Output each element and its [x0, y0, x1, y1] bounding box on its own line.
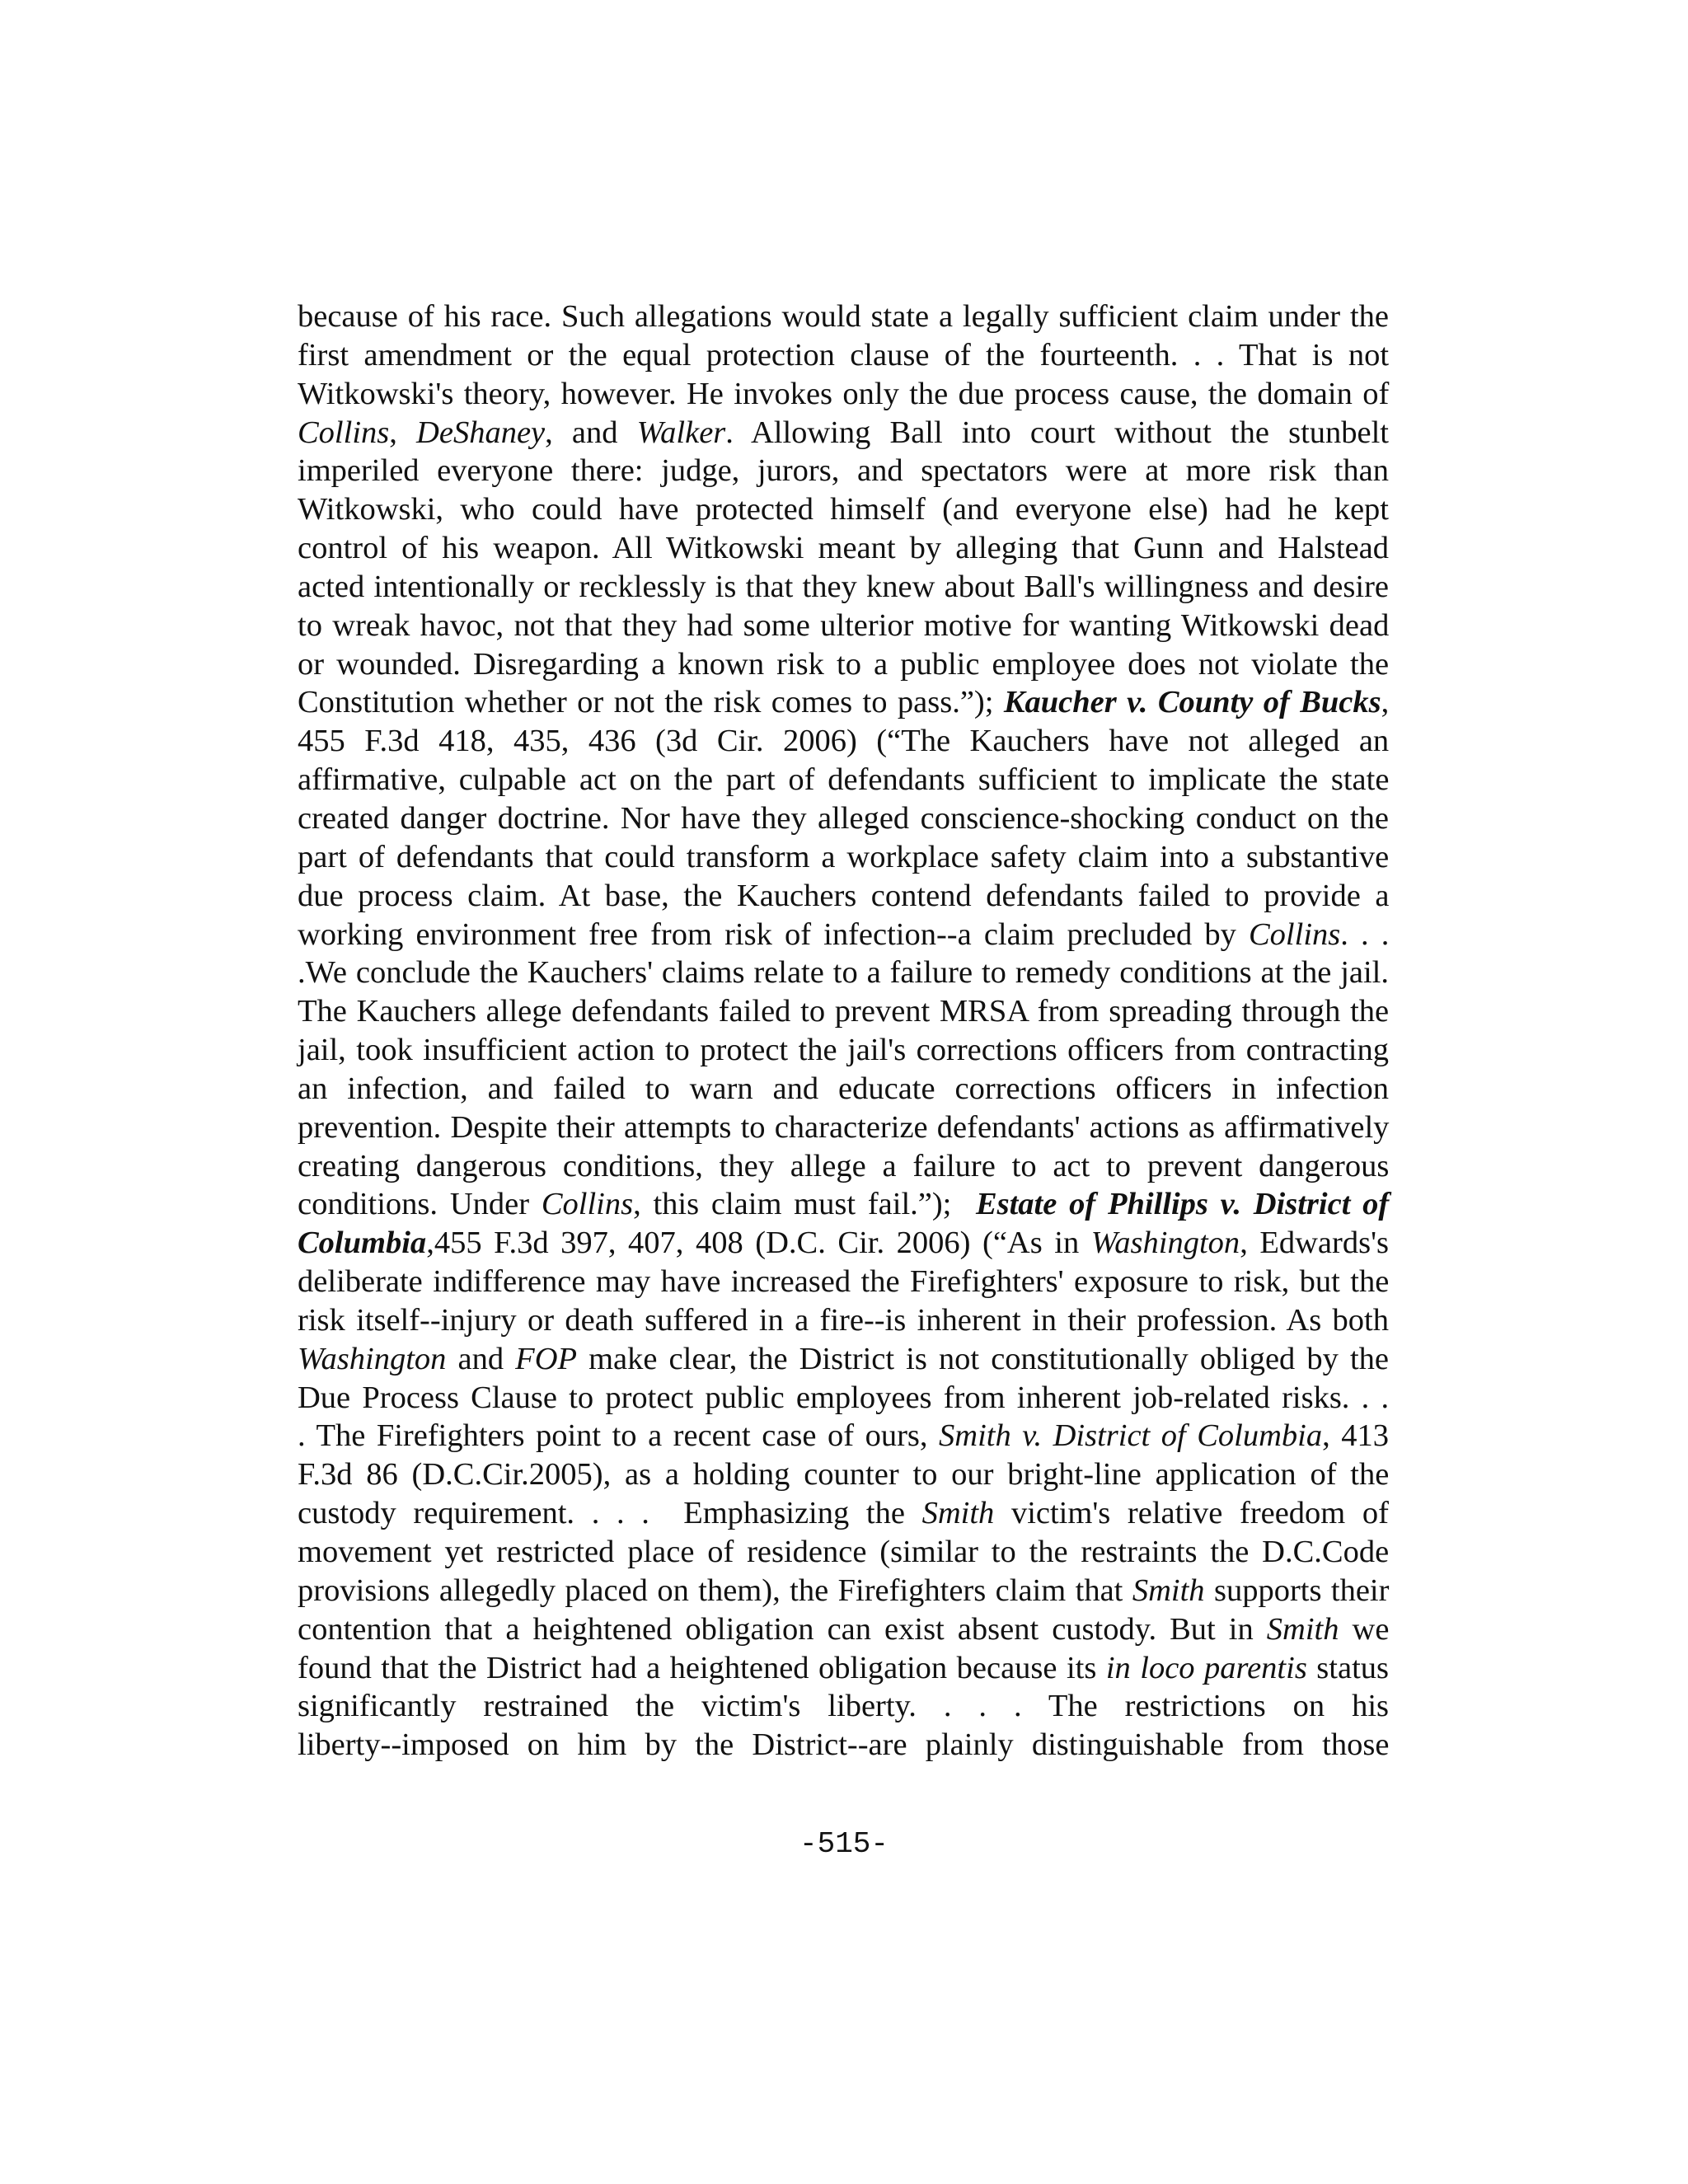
text-run: significantly restrained the victim's liberty. . . . The restrictions on his: [298, 1689, 1389, 1724]
text-run: ,455 F.3d 397, 407, 408 (D.C. Cir. 2006) (“As in: [426, 1226, 1091, 1261]
text-line: [298, 1572, 1389, 1610]
text-line: [298, 1108, 1389, 1147]
text-run: acted intentionally or recklessly is that they knew about Ball's willingness and desire: [298, 569, 1389, 604]
text-run: liberty--imposed on him by the District--are plainly distinguishable from those: [298, 1727, 1390, 1763]
text-line: [298, 1263, 1389, 1301]
text-run: .We conclude the Kauchers' claims relate to a failure to remedy conditions at the jail.: [298, 955, 1389, 991]
text-line: [298, 992, 1389, 1031]
text-line: [298, 1340, 1389, 1379]
italic-run: Smith: [1266, 1611, 1339, 1647]
text-line: [298, 529, 1389, 568]
text-line: [298, 568, 1389, 607]
page-number: -515-: [799, 1827, 889, 1861]
text-run: affirmative, culpable act on the part of defendants sufficient to implicate the state: [298, 762, 1390, 798]
text-line: [298, 799, 1389, 838]
italic-run: in loco parentis: [1105, 1650, 1307, 1685]
text-run: The Kauchers allege defendants failed to prevent MRSA from spreading through the: [298, 994, 1390, 1029]
text-line: [298, 1649, 1389, 1688]
text-line: [298, 1533, 1389, 1572]
text-run: created danger doctrine. Nor have they alleged conscience-shocking conduct on the: [298, 800, 1389, 836]
text-run: ,: [1381, 685, 1390, 720]
text-line: [298, 1031, 1389, 1070]
text-line: [298, 1379, 1389, 1418]
text-run: first amendment or the equal protection clause of the fourteenth. . . That is not: [298, 337, 1390, 373]
italic-run: Smith v. District of Columbia: [939, 1418, 1323, 1454]
text-run: deliberate indifference may have increased the Firefighters' exposure to risk, but the: [298, 1264, 1390, 1300]
text-line: [298, 1185, 1389, 1224]
text-run: part of defendants that could transform a workplace safety claim into a substantive: [298, 839, 1390, 874]
text-line: [298, 1301, 1389, 1340]
italic-run: Collins: [541, 1187, 634, 1222]
text-run: or wounded. Disregarding a known risk to a public employee does not violate the: [298, 646, 1390, 682]
text-run: risk itself--injury or death suffered in a fire--is inherent in their profession. As both: [298, 1302, 1389, 1338]
text-run: , Edwards's: [1240, 1226, 1389, 1261]
text-line: [298, 1070, 1389, 1108]
text-line: [298, 490, 1389, 529]
text-run: . . .: [1340, 916, 1390, 952]
text-line: [298, 1147, 1389, 1186]
text-run: Constitution whether or not the risk comes to pass.”);: [298, 685, 1004, 720]
text-line: [298, 954, 1389, 992]
text-run: ,: [389, 415, 417, 450]
italic-run: Washington: [1090, 1226, 1240, 1261]
text-line: [298, 1494, 1389, 1533]
body-text: [298, 298, 1389, 1765]
text-run: . Allowing Ball into court without the stunbelt: [725, 415, 1390, 450]
text-run: Due Process Clause to protect public employees from inherent job-related risks. . .: [298, 1380, 1390, 1415]
text-line: [298, 683, 1389, 722]
text-run: an infection, and failed to warn and educate corrections officers in infection: [298, 1071, 1389, 1106]
text-run: custody requirement. . . . Emphasizing the: [298, 1496, 922, 1531]
text-run: prevention. Despite their attempts to characterize defendants' actions as affirmatively: [298, 1109, 1390, 1145]
text-run: F.3d 86 (D.C.Cir.2005), as a holding counter to our bright-line application of the: [298, 1457, 1390, 1493]
text-run: provisions allegedly placed on them), the Firefighters claim that: [298, 1572, 1132, 1608]
text-line: [298, 1455, 1389, 1494]
text-line: [298, 1726, 1389, 1765]
text-line: [298, 414, 1389, 452]
text-run: because of his race. Such allegations would state a legally sufficient claim under the: [298, 299, 1390, 334]
text-run: , this claim must fail.”);: [633, 1187, 976, 1222]
text-line: [298, 298, 1389, 336]
text-run: Witkowski, who could have protected himself (and everyone else) had he kept: [298, 492, 1389, 527]
text-run: control of his weapon. All Witkowski meant by alleging that Gunn and Halstead: [298, 531, 1389, 566]
text-run: creating dangerous conditions, they allege a failure to act to prevent dangerous: [298, 1148, 1390, 1183]
text-line: [298, 761, 1389, 799]
text-line: [298, 1687, 1389, 1726]
text-line: [298, 452, 1389, 490]
text-run: found that the District had a heightened obligation because its: [298, 1650, 1106, 1685]
text-run: Witkowski's theory, however. He invokes only the due process cause, the domain of: [298, 376, 1390, 411]
case-name: Kaucher v. County of Bucks: [1003, 685, 1381, 720]
italic-run: Collins: [1249, 916, 1341, 952]
text-line: [298, 1417, 1389, 1455]
text-run: working environment free from risk of infection--a claim precluded by: [298, 916, 1249, 952]
text-run: make clear, the District is not constitutionally obliged by the: [577, 1341, 1389, 1376]
text-run: contention that a heightened obligation can exist absent custody. But in: [298, 1611, 1267, 1647]
italic-run: Smith: [921, 1496, 995, 1531]
case-name: Columbia: [298, 1226, 427, 1261]
text-line: [298, 375, 1389, 414]
text-line: [298, 607, 1389, 645]
text-run: 455 F.3d 418, 435, 436 (3d Cir. 2006) (“The Kauchers have not alleged an: [298, 724, 1390, 759]
text-run: jail, took insufficient action to protect the jail's corrections officers from contracting: [298, 1033, 1389, 1068]
italic-run: FOP: [515, 1341, 578, 1376]
italic-run: Collins: [298, 415, 390, 450]
italic-run: Smith: [1132, 1572, 1205, 1608]
text-run: status: [1306, 1650, 1389, 1685]
text-run: conditions. Under: [298, 1187, 542, 1222]
text-run: , and: [545, 415, 637, 450]
text-line: [298, 838, 1389, 877]
italic-run: Walker: [636, 415, 726, 450]
text-run: due process claim. At base, the Kauchers contend defendants failed to provide a: [298, 878, 1390, 913]
text-run: imperiled everyone there: judge, jurors, and spectators were at more risk than: [298, 453, 1389, 489]
italic-run: Washington: [298, 1341, 447, 1376]
text-line: [298, 1224, 1389, 1263]
text-run: to wreak havoc, not that they had some ulterior motive for wanting Witkowski dead: [298, 607, 1390, 643]
text-line: [298, 645, 1389, 684]
case-name: Estate of Phillips v. District of: [975, 1187, 1390, 1222]
italic-run: DeShaney: [416, 415, 546, 450]
text-run: and: [446, 1341, 516, 1376]
text-run: movement yet restricted place of residence (similar to the restraints the D.C.Code: [298, 1535, 1390, 1569]
text-run: supports their: [1204, 1572, 1390, 1608]
text-run: we: [1339, 1611, 1390, 1647]
text-line: [298, 916, 1389, 954]
text-line: [298, 877, 1389, 916]
text-line: [298, 336, 1389, 375]
text-run: victim's relative freedom of: [994, 1496, 1389, 1531]
text-run: . The Firefighters point to a recent case of ours,: [298, 1418, 940, 1454]
text-line: [298, 1610, 1389, 1649]
text-run: , 413: [1322, 1418, 1390, 1454]
text-line: [298, 722, 1389, 761]
